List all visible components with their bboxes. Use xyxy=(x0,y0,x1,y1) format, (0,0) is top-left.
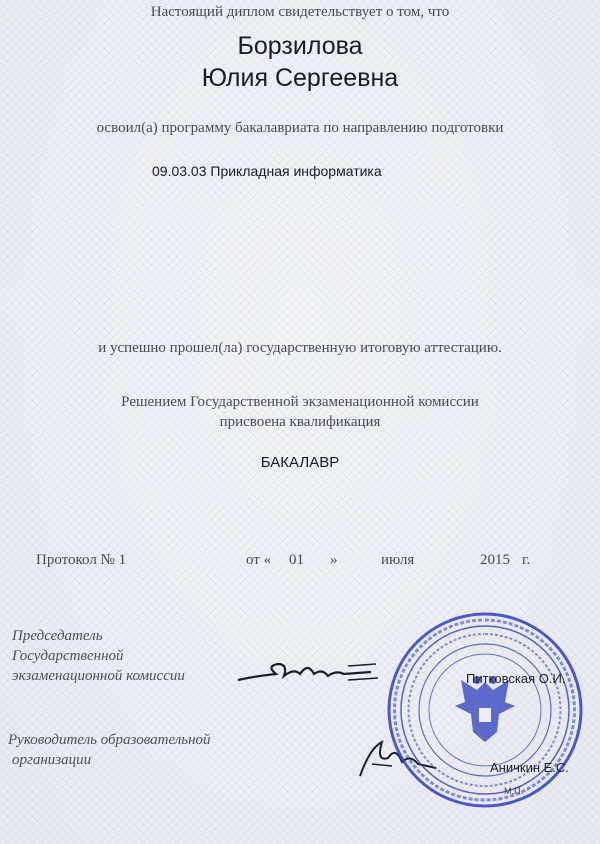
chairman-name: Питковская О.И. xyxy=(466,671,566,686)
head-title-2: организации xyxy=(12,752,92,768)
attestation-text: и успешно прошел(ла) государственную итоговую аттестацию. xyxy=(98,340,502,356)
program-intro-text: освоил(а) программу бакалавриата по направлению подготовки xyxy=(96,120,504,136)
protocol-from: от « xyxy=(246,552,272,568)
protocol-close-quote: » xyxy=(330,552,338,568)
chairman-title-1: Председатель xyxy=(12,628,103,644)
head-title-1: Руководитель образовательной xyxy=(8,732,211,748)
head-name: Аничкин Е.С. xyxy=(490,760,569,775)
student-given-names: Юлия Сергеевна xyxy=(201,64,399,92)
protocol-label: Протокол № 1 xyxy=(36,552,127,568)
chairman-signature xyxy=(236,652,386,692)
decision-line-1: Решением Государственной экзаменационной комиссии xyxy=(121,394,479,410)
protocol-month: июля xyxy=(381,552,415,568)
chairman-title-3: экзаменационной комиссии xyxy=(12,668,185,684)
seal-mark: М.П. xyxy=(504,786,523,796)
protocol-year: 2015 xyxy=(480,552,510,568)
protocol-day: 01 xyxy=(289,552,304,568)
student-surname: Борзилова xyxy=(237,32,363,60)
program-name: 09.03.03 Прикладная информатика xyxy=(152,163,382,179)
intro-text: Настоящий диплом свидетельствует о том, что xyxy=(150,4,450,20)
official-stamp xyxy=(385,610,585,810)
qualification: БАКАЛАВР xyxy=(260,454,340,471)
protocol-year-suffix: г. xyxy=(522,552,531,568)
decision-line-2: присвоена квалификация xyxy=(219,414,381,430)
chairman-title-2: Государственной xyxy=(12,648,124,664)
